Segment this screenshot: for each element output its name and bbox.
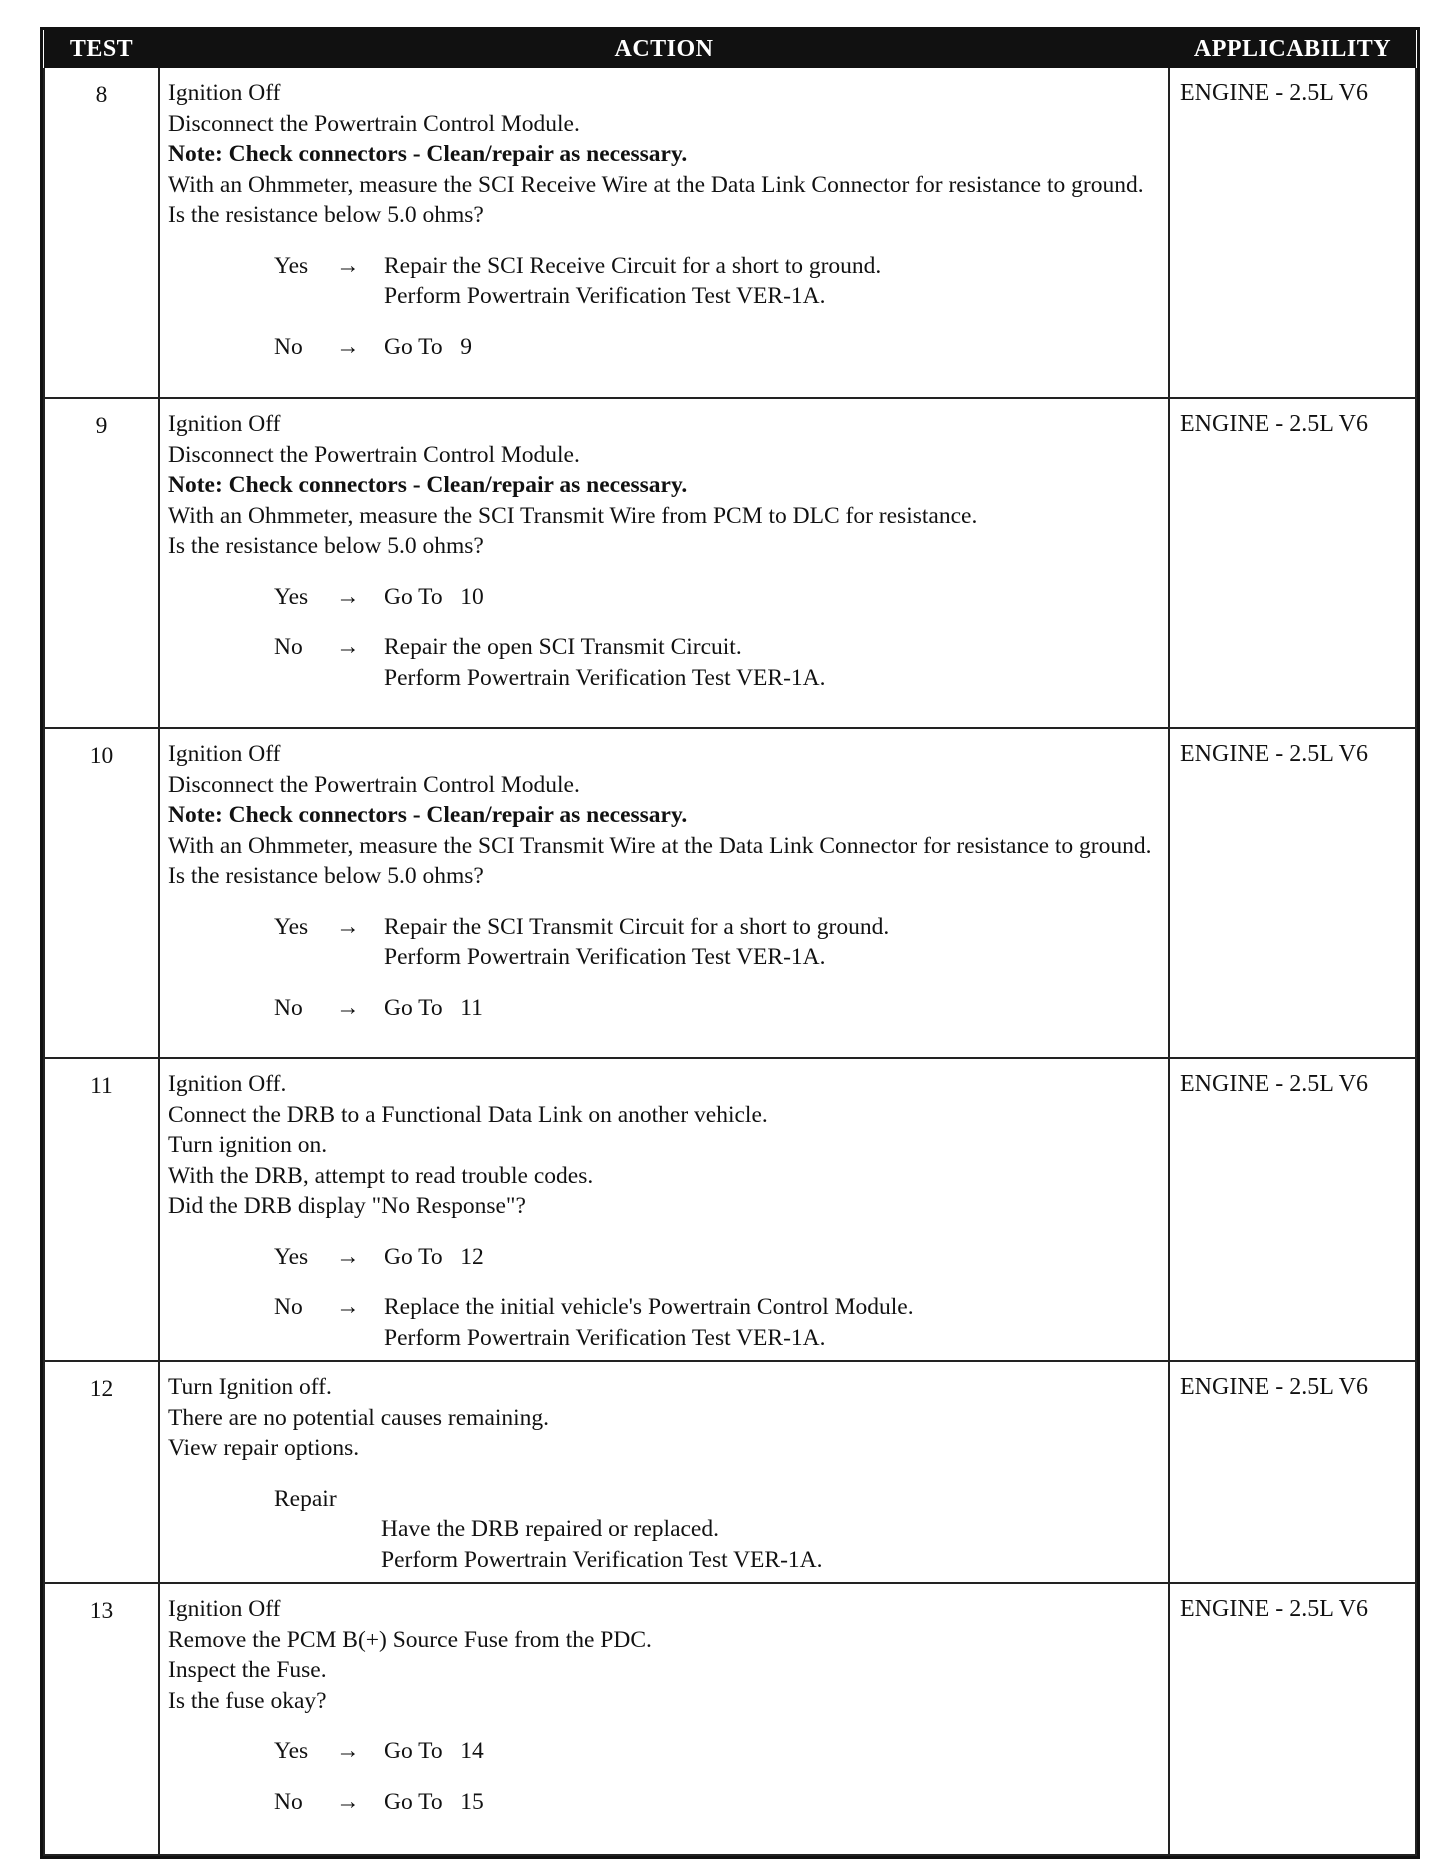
action-line: Ignition Off bbox=[168, 80, 281, 106]
result-line: Perform Powertrain Verification Test VER-1A. bbox=[384, 283, 826, 309]
result-line: Perform Powertrain Verification Test VER-1A. bbox=[384, 1324, 826, 1351]
action-line: Disconnect the Powertrain Control Module. bbox=[168, 771, 580, 798]
repair-line: Perform Powertrain Verification Test VER-1A. bbox=[381, 1546, 823, 1573]
arrow-icon: → bbox=[336, 913, 360, 940]
action-line: There are no potential causes remaining. bbox=[168, 1404, 550, 1431]
yes-branch bbox=[168, 251, 1160, 312]
table-row bbox=[44, 398, 1416, 728]
no-label: No bbox=[274, 634, 303, 660]
result-line: Replace the initial vehicle's Powertrain Control Module. bbox=[384, 1294, 914, 1320]
table-row bbox=[44, 68, 1416, 398]
header-test: TEST bbox=[44, 30, 159, 68]
table-row bbox=[44, 1361, 1416, 1583]
table-header-row bbox=[44, 30, 1416, 68]
yes-label: Yes bbox=[274, 913, 309, 940]
action-line: Inspect the Fuse. bbox=[168, 1657, 327, 1683]
result-line: Go To 14 bbox=[384, 1738, 484, 1764]
question-text: Did the DRB display "No Response"? bbox=[168, 1193, 526, 1219]
yes-result bbox=[384, 912, 1160, 973]
arrow-icon: → bbox=[336, 333, 360, 360]
arrow-icon: → bbox=[336, 1243, 360, 1270]
action-cell bbox=[159, 1583, 1169, 1855]
no-result bbox=[384, 993, 1160, 1024]
yes-label: Yes bbox=[274, 583, 309, 610]
result-line: Repair the open SCI Transmit Circuit. bbox=[384, 634, 742, 660]
result-line: Repair the SCI Transmit Circuit for a short to ground. bbox=[384, 913, 890, 940]
result-line: Go To 10 bbox=[384, 583, 484, 610]
question-text: Is the resistance below 5.0 ohms? bbox=[168, 202, 484, 228]
no-label: No bbox=[274, 1294, 303, 1320]
action-line: Disconnect the Powertrain Control Module. bbox=[168, 441, 580, 468]
action-cell bbox=[159, 1361, 1169, 1583]
action-line: Ignition Off. bbox=[168, 1071, 287, 1097]
arrow-icon: → bbox=[336, 583, 360, 610]
arrow-icon: → bbox=[336, 994, 360, 1021]
table-row bbox=[44, 1583, 1416, 1855]
yes-branch bbox=[168, 582, 1160, 613]
action-line: Ignition Off bbox=[168, 741, 281, 767]
action-cell bbox=[159, 728, 1169, 1058]
applicability-value: ENGINE - 2.5L V6 bbox=[1169, 1361, 1416, 1583]
action-line: Turn ignition on. bbox=[168, 1132, 328, 1158]
action-line: View repair options. bbox=[168, 1435, 360, 1461]
note-text: Note: Check connectors - Clean/repair as necessary. bbox=[168, 802, 688, 828]
action-line: Ignition Off bbox=[168, 1596, 281, 1622]
diagnostic-test-table bbox=[43, 30, 1417, 1856]
action-line: With the DRB, attempt to read trouble codes. bbox=[168, 1162, 594, 1189]
test-number: 8 bbox=[44, 68, 159, 398]
yes-label: Yes bbox=[274, 1243, 309, 1270]
yes-result bbox=[384, 1736, 1160, 1767]
no-branch bbox=[168, 632, 1160, 693]
test-table-sheet bbox=[40, 27, 1420, 1859]
table-row bbox=[44, 1058, 1416, 1361]
repair-line: Have the DRB repaired or replaced. bbox=[381, 1516, 719, 1542]
no-label: No bbox=[274, 333, 303, 360]
test-number: 9 bbox=[44, 398, 159, 728]
yes-label: Yes bbox=[274, 1738, 309, 1764]
result-line: Go To 12 bbox=[384, 1243, 484, 1270]
action-cell bbox=[159, 1058, 1169, 1361]
arrow-icon: → bbox=[336, 1294, 360, 1320]
no-result bbox=[384, 1787, 1160, 1818]
applicability-value: ENGINE - 2.5L V6 bbox=[1169, 1058, 1416, 1361]
result-line: Perform Powertrain Verification Test VER-1A. bbox=[384, 664, 826, 691]
question-text: Is the resistance below 5.0 ohms? bbox=[168, 533, 484, 559]
yes-branch bbox=[168, 912, 1160, 973]
arrow-icon: → bbox=[336, 252, 360, 279]
action-line: Remove the PCM B(+) Source Fuse from the PDC. bbox=[168, 1626, 652, 1653]
action-line: Disconnect the Powertrain Control Module. bbox=[168, 110, 580, 137]
action-line: Ignition Off bbox=[168, 411, 281, 437]
question-text: Is the resistance below 5.0 ohms? bbox=[168, 863, 484, 889]
result-line: Go To 15 bbox=[384, 1788, 484, 1815]
result-line: Go To 9 bbox=[384, 333, 473, 360]
action-cell bbox=[159, 68, 1169, 398]
table-row bbox=[44, 728, 1416, 1058]
yes-branch bbox=[168, 1736, 1160, 1767]
result-line: Go To 11 bbox=[384, 994, 483, 1021]
no-result bbox=[384, 1292, 1160, 1353]
yes-result bbox=[384, 582, 1160, 613]
measure-text: With an Ohmmeter, measure the SCI Transmit Wire at the Data Link Connector for resistance to ground. bbox=[168, 832, 1152, 859]
test-number: 11 bbox=[44, 1058, 159, 1361]
header-action: ACTION bbox=[159, 30, 1169, 68]
test-number: 10 bbox=[44, 728, 159, 1058]
action-line: Turn Ignition off. bbox=[168, 1374, 332, 1400]
no-label: No bbox=[274, 994, 303, 1021]
result-line: Repair the SCI Receive Circuit for a short to ground. bbox=[384, 252, 882, 279]
yes-result bbox=[384, 1242, 1160, 1273]
no-branch bbox=[168, 332, 1160, 363]
applicability-value: ENGINE - 2.5L V6 bbox=[1169, 728, 1416, 1058]
result-line: Perform Powertrain Verification Test VER-1A. bbox=[384, 944, 826, 970]
no-result bbox=[384, 332, 1160, 363]
test-number: 12 bbox=[44, 1361, 159, 1583]
no-branch bbox=[168, 1292, 1160, 1353]
repair-label: Repair bbox=[274, 1485, 337, 1512]
no-branch bbox=[168, 993, 1160, 1024]
question-text: Is the fuse okay? bbox=[168, 1687, 327, 1714]
note-text: Note: Check connectors - Clean/repair as necessary. bbox=[168, 141, 688, 167]
no-result bbox=[384, 632, 1160, 693]
no-branch bbox=[168, 1787, 1160, 1818]
no-label: No bbox=[274, 1788, 303, 1815]
applicability-value: ENGINE - 2.5L V6 bbox=[1169, 1583, 1416, 1855]
measure-text: With an Ohmmeter, measure the SCI Transmit Wire from PCM to DLC for resistance. bbox=[168, 502, 978, 529]
yes-branch bbox=[168, 1242, 1160, 1273]
yes-result bbox=[384, 251, 1160, 312]
test-number: 13 bbox=[44, 1583, 159, 1855]
header-applicability: APPLICABILITY bbox=[1169, 30, 1416, 68]
arrow-icon: → bbox=[336, 1738, 360, 1764]
action-line: Connect the DRB to a Functional Data Link on another vehicle. bbox=[168, 1101, 768, 1128]
applicability-value: ENGINE - 2.5L V6 bbox=[1169, 398, 1416, 728]
arrow-icon: → bbox=[336, 1788, 360, 1815]
measure-text: With an Ohmmeter, measure the SCI Receive Wire at the Data Link Connector for resistance to ground. bbox=[168, 171, 1144, 198]
arrow-icon: → bbox=[336, 634, 360, 660]
note-text: Note: Check connectors - Clean/repair as necessary. bbox=[168, 472, 688, 498]
applicability-value: ENGINE - 2.5L V6 bbox=[1169, 68, 1416, 398]
action-cell bbox=[159, 398, 1169, 728]
yes-label: Yes bbox=[274, 252, 309, 279]
